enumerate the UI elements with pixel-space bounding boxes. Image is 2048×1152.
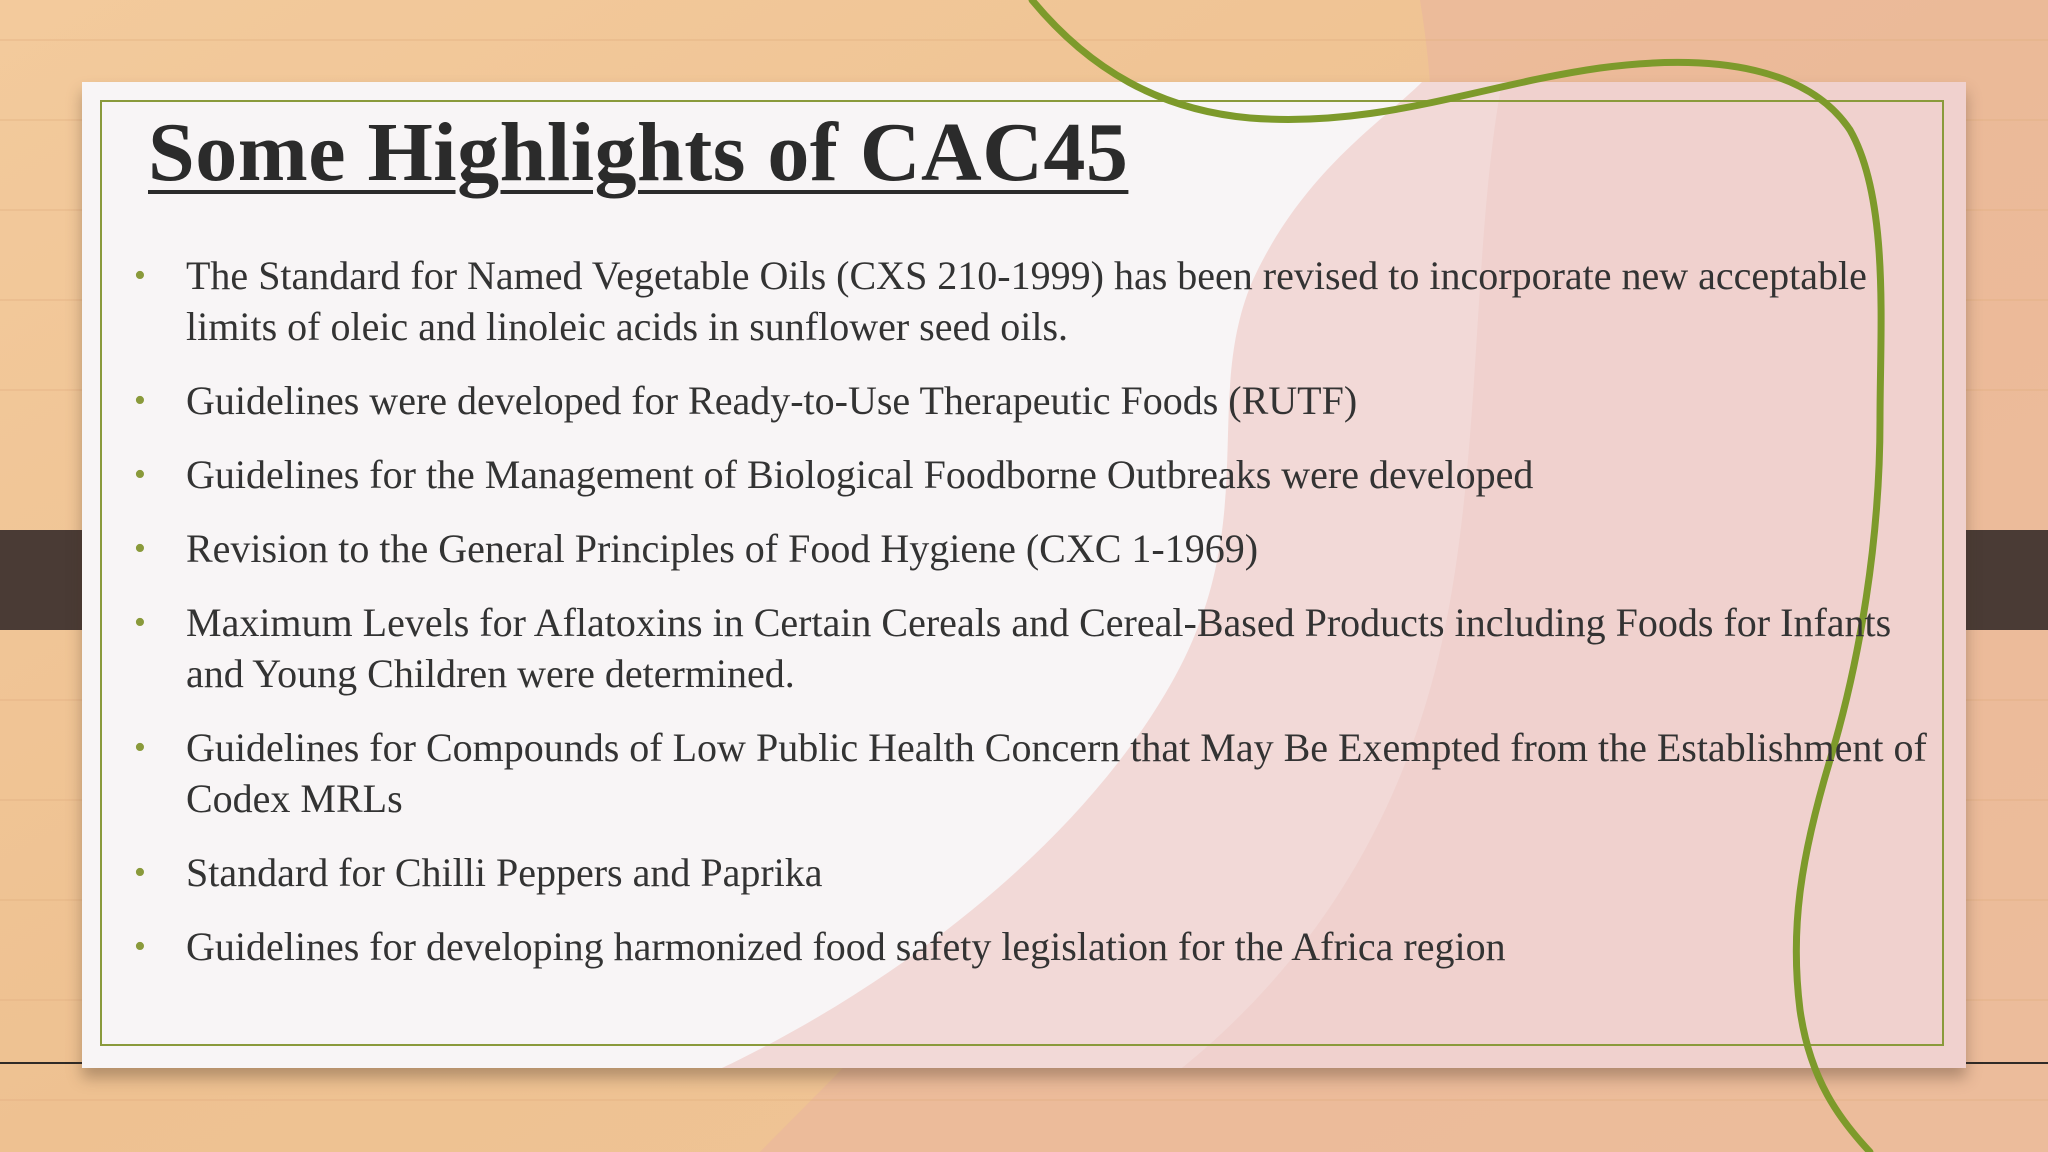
list-item-text: Revision to the General Principles of Food Hygiene (CXC 1-1969) (186, 526, 1259, 571)
list-item (134, 523, 1944, 574)
list-item-text: Guidelines for Compounds of Low Public Health Concern that May Be Exempted from the Establishment of Codex MRLs (186, 725, 1927, 821)
round-bullet-icon: • (134, 530, 146, 567)
list-item (134, 449, 1944, 500)
round-bullet-icon: • (134, 854, 146, 891)
list-item-text: The Standard for Named Vegetable Oils (CXS 210-1999) has been revised to incorporate new acceptable limits of oleic and linoleic acids in sunflower seed oils. (186, 253, 1867, 349)
list-item-text: Standard for Chilli Peppers and Paprika (186, 850, 823, 895)
round-bullet-icon: • (134, 604, 146, 641)
list-item (134, 722, 1944, 824)
round-bullet-icon: • (134, 257, 146, 294)
list-item-text: Guidelines for the Management of Biological Foodborne Outbreaks were developed (186, 452, 1534, 497)
list-item-text: Guidelines for developing harmonized food safety legislation for the Africa region (186, 924, 1506, 969)
round-bullet-icon: • (134, 729, 146, 766)
slide-title: Some Highlights of CAC45 (148, 106, 1129, 199)
round-bullet-icon: • (134, 382, 146, 419)
round-bullet-icon: • (134, 928, 146, 965)
list-item-text: Guidelines were developed for Ready-to-Use Therapeutic Foods (RUTF) (186, 378, 1358, 423)
list-item (134, 375, 1944, 426)
list-item (134, 847, 1944, 898)
list-item (134, 921, 1944, 972)
list-item-text: Maximum Levels for Aflatoxins in Certain Cereals and Cereal-Based Products including Foods for Infants and Young Children were determined. (186, 600, 1892, 696)
highlights-list (134, 250, 1944, 995)
list-item (134, 597, 1944, 699)
list-item (134, 250, 1944, 352)
round-bullet-icon: • (134, 456, 146, 493)
